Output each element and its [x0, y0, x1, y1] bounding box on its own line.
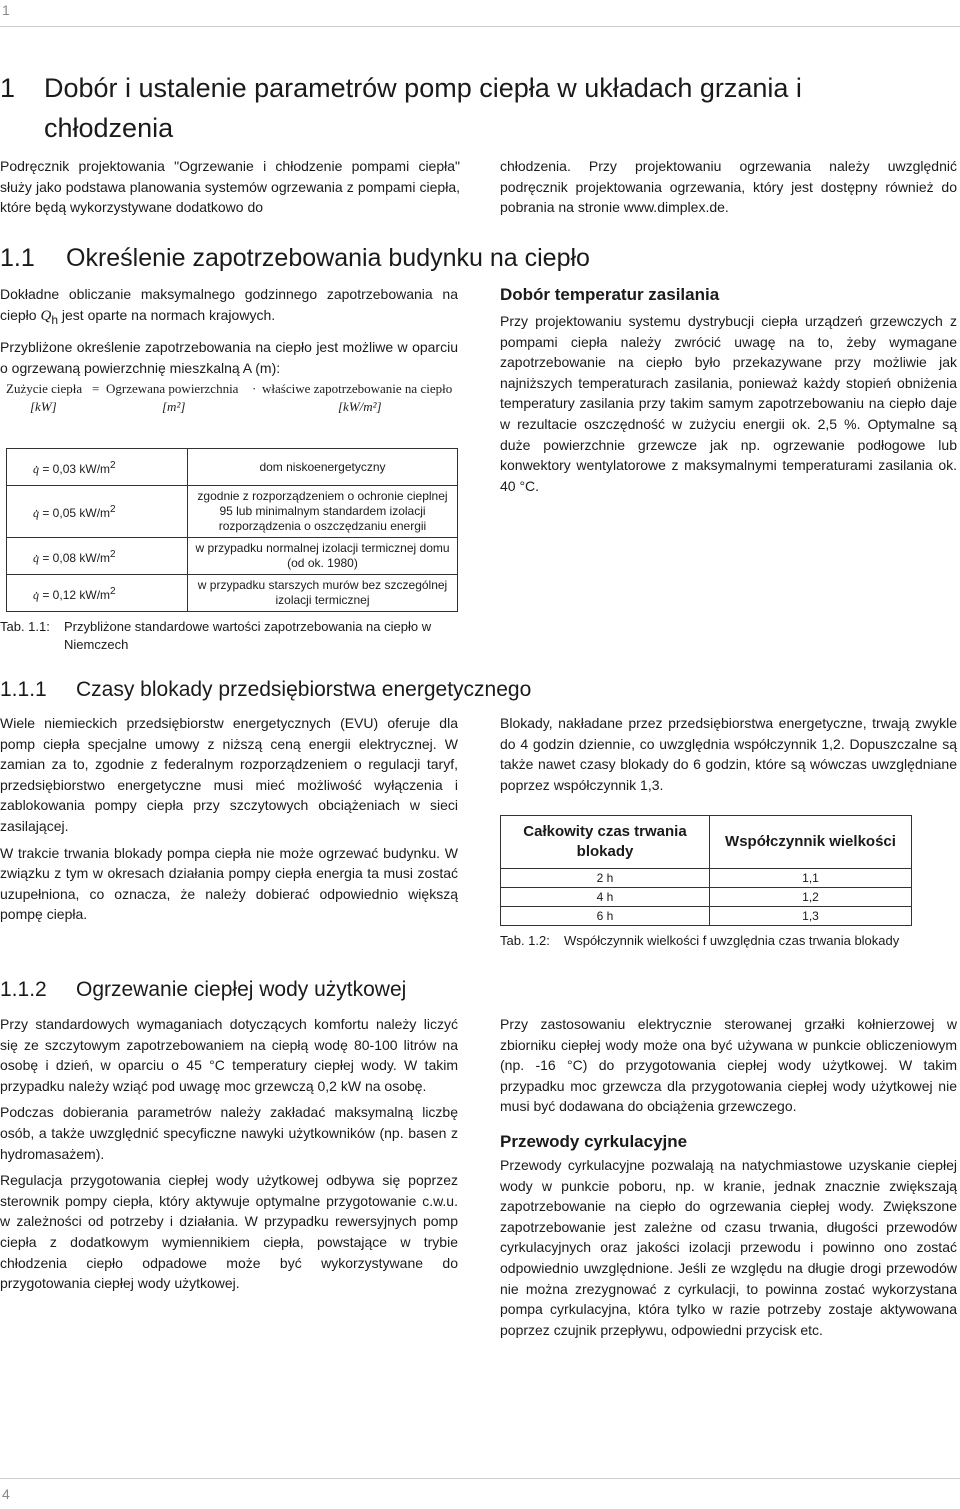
- q-value-sup: 2: [110, 504, 116, 515]
- dhw-right-p1: Przy zastosowaniu elektrycznie sterowanej grzałki kołnierzowej w zbiorniku ciepłej wody może ona być używana w punkcie obliczeniowym (np. -16 °C) do przygotowania ciepłej wody użytkowej. W takim przypadku moc grzewcza dla przygotowania ciepłej wody użytkowej nie musi być dodawana do obciążenia grzewczego.: [500, 1016, 957, 1115]
- table-1-1-caption-text: Przybliżone standardowe wartości zapotrzebowania na ciepło w Niemczech: [64, 619, 432, 652]
- section-1-1-2-right: [500, 1014, 957, 1346]
- chapter-title-line2: chłodzenia: [44, 113, 174, 143]
- equation-mid: Ogrzewana powierzchnia: [106, 381, 239, 396]
- section-1-1-2-number: 1.1.2: [0, 978, 47, 1001]
- header-rule: [0, 26, 960, 27]
- cell-time: 6 h: [501, 907, 710, 926]
- cell-factor: 1,1: [710, 869, 912, 888]
- equation-dot: ·: [252, 381, 257, 396]
- table-row: [501, 869, 912, 888]
- q-value: [7, 449, 188, 486]
- q-value-text: = 0,12 kW/m: [42, 587, 111, 602]
- p1-before: Dokładne obliczanie maksymalnego godzinnego zapotrzebowania na ciepło: [0, 286, 458, 323]
- blocking-factor-table: [500, 815, 912, 926]
- footer-page-number: 4: [2, 1486, 10, 1502]
- q-description: dom niskoenergetyczny: [188, 449, 458, 486]
- cell-time: 4 h: [501, 888, 710, 907]
- blocking-p1: Wiele niemieckich przedsiębiorstw energetycznych (EVU) oferuje dla pomp ciepła specjalne umowy z niższą ceną energii elektrycznej. W zamian za to, zgodnie z federalnym rozporządzeniem o regulacji taryf, przedsiębiorstwo energetyczne musi mieć możliwość wyłączenia i zablokowania pompy ciepła przy szczytowych obciążeniach w sieci zasilającej.: [0, 715, 458, 834]
- section-1-1-left: [0, 284, 458, 384]
- table-row: [501, 907, 912, 926]
- flow-temperature-heading: Dobór temperatur zasilania: [500, 285, 720, 304]
- table-row: [7, 538, 458, 575]
- q-value: [7, 538, 188, 575]
- chapter-number: 1: [0, 73, 16, 103]
- dhw-p1: Przy standardowych wymaganiach dotyczących komfortu należy liczyć się ze szczytowym zapotrzebowaniem na ciepłą wodę 80-100 litrów na osobę i dzień, w oparciu o 45 °C temperatury ciepłej wody. W takim przypadku należy wziąć pod uwagę moc grzewczą 0,2 kW na osobę.: [0, 1016, 458, 1094]
- chapter-intro-left: [0, 156, 460, 224]
- table-1-2-caption-text: Współczynnik wielkości f uwzględnia czas trwania blokady: [564, 933, 900, 948]
- section-1-1-1-number: 1.1.1: [0, 678, 47, 701]
- chapter-intro-right-text: chłodzenia. Przy projektowaniu ogrzewania należy uwzględnić podręcznik projektowania ogrzewania, który jest dostępny również do pobrania na stronie www.dimplex.de.: [500, 158, 957, 216]
- equation-line: [6, 381, 476, 399]
- equation-unit-lhs: [kW]: [30, 399, 57, 414]
- dhw-p3: Regulacja przygotowania ciepłej wody użytkowej odbywa się poprzez sterownik pompy ciepła, który aktywuje optymalne przygotowanie c.w.u. w zależności od potrzeby i działania. W przypadku rewersyjnych pomp ciepła z dodatkowym wymiennikiem ciepła, powstające w trybie chłodzenia ciepło odpadowe może być wykorzystywane do przygotowania ciepłej wody użytkowej.: [0, 1172, 458, 1292]
- qh-symbol: [40, 307, 59, 327]
- header-page-number: 1: [2, 2, 10, 18]
- table-1-2-caption-label: Tab. 1.2:: [500, 933, 550, 948]
- qh-symbol-sub: h: [51, 312, 59, 327]
- q-value: [7, 486, 188, 538]
- qh-symbol-letter: Q: [40, 307, 52, 324]
- section-1-1-number: 1.1: [0, 244, 35, 272]
- q-value-text: = 0,05 kW/m: [42, 506, 111, 520]
- section-1-1-right: [500, 284, 957, 502]
- q-description: w przypadku normalnej izolacji termicznej domu (od ok. 1980): [188, 538, 458, 575]
- q-value-sup: 2: [110, 548, 116, 560]
- table-row: [7, 575, 458, 612]
- table-row: [7, 486, 458, 538]
- cell-time: 2 h: [501, 869, 710, 888]
- table-row: [7, 449, 458, 486]
- table-1-1-caption-label: Tab. 1.1:: [0, 619, 50, 634]
- cell-factor: 1,2: [710, 888, 912, 907]
- equation-unit-mid: [m²]: [162, 399, 186, 414]
- chapter-intro-left-text: Podręcznik projektowania "Ogrzewanie i chłodzenie pompami ciepła" służy jako podstawa planowania systemów ogrzewania z pompami ciepła, które będą wykorzystywane dodatkowo do: [0, 158, 460, 216]
- equation-rhs: właściwe zapotrzebowanie na ciepło: [262, 381, 453, 396]
- q-value-text: = 0,08 kW/m: [42, 550, 111, 565]
- blocking-p2: W trakcie trwania blokady pompa ciepła nie może ogrzewać budynku. W związku z tym w okresach działania pompy ciepła energia ta musi zostać uzupełniona, co oznacza, że należy dobierać odpowiednio większą pompę ciepła.: [0, 844, 458, 923]
- blocking-right-p1: Blokady, nakładane przez przedsiębiorstwa energetyczne, trwają zwykle do 4 godzin dziennie, co uwzględnia współczynnik 1,2. Dopuszczalne są także nawet czasy blokady do 6 godzin, które są wówczas uwzględniane poprzez współczynnik 1,3.: [500, 715, 957, 793]
- p1-after: jest oparte na normach krajowych.: [61, 306, 276, 323]
- equation-unit-rhs: [kW/m²]: [338, 399, 382, 414]
- chapter-title: [44, 68, 954, 148]
- section-1-1-p1: [0, 284, 458, 330]
- footer-rule: [0, 1478, 960, 1479]
- q-symbol: q̇: [33, 506, 39, 520]
- section-1-1-1-title: Czasy blokady przedsiębiorstwa energetycznego: [76, 678, 532, 701]
- cell-factor: 1,3: [710, 907, 912, 926]
- section-1-1-title: Określenie zapotrzebowania budynku na ciepło: [66, 244, 590, 272]
- heat-equation: [6, 381, 476, 417]
- section-1-1-2-title: Ogrzewanie ciepłej wody użytkowej: [76, 978, 407, 1001]
- chapter-title-line1: Dobór i ustalenie parametrów pomp ciepła w układach grzania i: [44, 73, 802, 103]
- table-row: [501, 888, 912, 907]
- equation-equals: =: [92, 381, 100, 396]
- table-1-1-caption: [0, 618, 470, 654]
- circulation-text: Przewody cyrkulacyjne pozwalają na natychmiastowe uzyskanie ciepłej wody w punkcie poboru, np. w kranie, jednak znacznie zwiększają zapotrzebowanie na ciepło do ogrzewania ciepłej wody. Zwiększone zapotrzebowanie jest zależne od czasu trwania, długości przewodów cyrkulacyjnych oraz jakości izolacji przewodu i powinno ono zostać odpowiednio uwzględnione. Jeśli ze względu na długie drogi przewodów nie można zrezygnować z cyrkulacji, to powinna zostać wykorzystana pompa cyrkulacyjna, która tylko w razie potrzeby zostaje aktywowana poprzez czujnik przepływu, odpowiedni przycisk etc.: [500, 1156, 957, 1338]
- q-symbol: q̇: [33, 587, 39, 602]
- section-1-1-p2: Przybliżone określenie zapotrzebowania na ciepło jest możliwe w oparciu o ogrzewaną powierzchnię mieszkalną A (m):: [0, 339, 458, 376]
- equation-units: [6, 399, 476, 417]
- q-description: w przypadku starszych murów bez szczególnej izolacji termicznej: [188, 575, 458, 612]
- q-symbol: q̇: [33, 461, 39, 476]
- dhw-p2: Podczas dobierania parametrów należy zakładać maksymalną liczbę osób, a także uwzględnić specyficzne nawyki użytkowników (np. basen z hydromasażem).: [0, 1104, 458, 1162]
- q-value: [7, 575, 188, 612]
- col-header-factor: Współczynnik wielkości: [710, 816, 912, 869]
- specific-heat-table: [6, 448, 458, 612]
- circulation-heading: Przewody cyrkulacyjne: [500, 1131, 688, 1151]
- flow-temperature-text: Przy projektowaniu systemu dystrybucji ciepła urządzeń grzewczych z pompami ciepła należy zwrócić uwagę na to, żeby wymagane zapotrzebowanie na ciepło było przekazywane przy możliwie jak najniższych temperaturach zasilania, ponieważ każdy stopień obniżenia temperatury zasilania przy takim samym zapotrzebowaniu na ciepło daje w rezultacie oszczędność w zużyciu energii ok. 2,5 %. Optymalne są duże powierzchnie grzewcze jak np. ogrzewanie podłogowe lub konwektory wentylatorowe z maksymalnymi temperaturami zasilania ok. 40 °C.: [500, 313, 957, 494]
- q-value-sup: 2: [110, 585, 116, 597]
- table-1-2-caption: [500, 932, 957, 950]
- section-1-1-2-left: [0, 1014, 458, 1300]
- equation-lhs: Zużycie ciepła: [6, 381, 83, 396]
- q-symbol: q̇: [33, 550, 39, 565]
- chapter-intro-right: [500, 156, 957, 224]
- table-header-row: [501, 816, 912, 869]
- q-value-text: = 0,03 kW/m: [42, 461, 111, 476]
- section-1-1-1-right: [500, 713, 957, 801]
- section-1-1-1-left: [0, 713, 458, 931]
- q-value-sup: 2: [110, 459, 116, 471]
- col-header-duration: Całkowity czas trwania blokady: [501, 816, 710, 869]
- q-description: zgodnie z rozporządzeniem o ochronie cieplnej 95 lub minimalnym standardem izolacji rozporządzenia o oszczędzaniu energii: [188, 486, 458, 538]
